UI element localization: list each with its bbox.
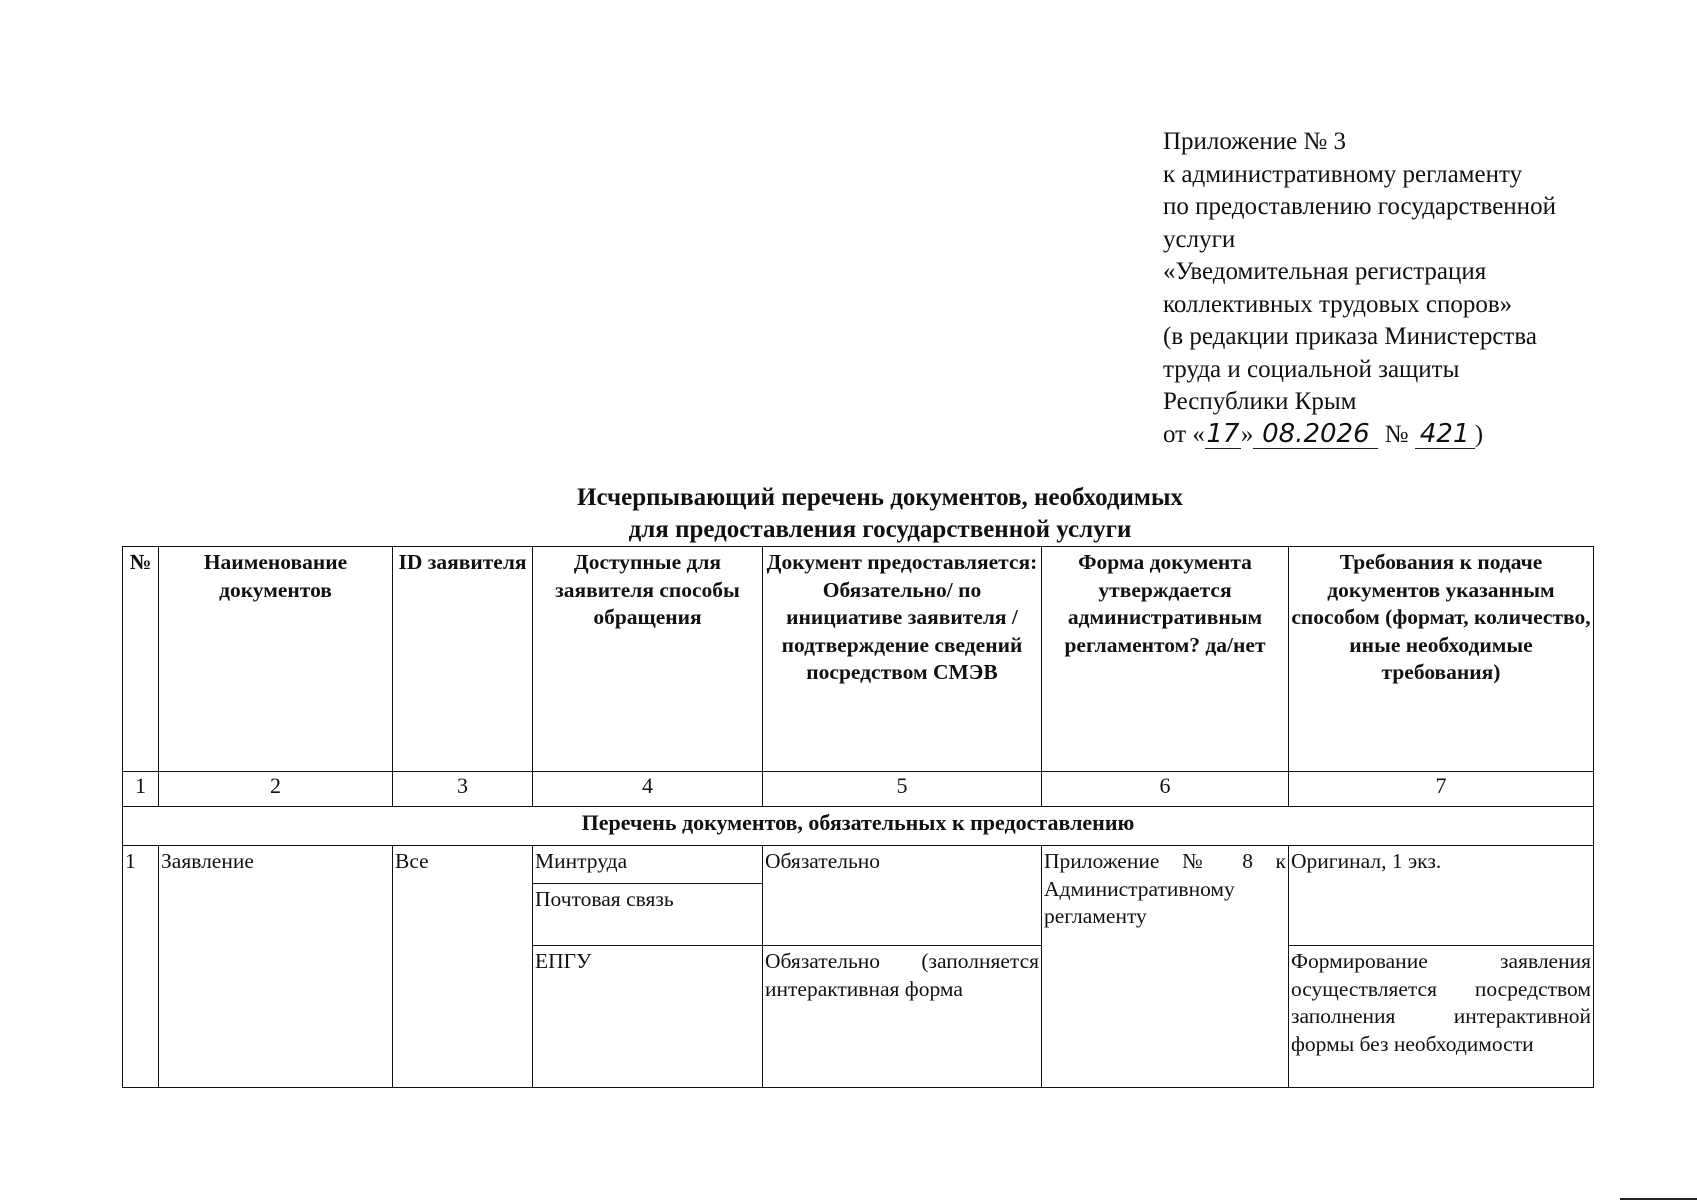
header-cell-form: Форма документа утверждается административным регламентом? да/нет (1042, 547, 1289, 772)
closing-paren: ) (1474, 420, 1484, 448)
header-cell-provided: Документ предоставляется: Обязательно/ по инициативе заявителя /подтверждение сведений посредством СМЭВ (763, 547, 1042, 772)
annex-line: «Уведомительная регистрация (1163, 258, 1487, 285)
handwritten-month-year: 08.2026 (1253, 420, 1378, 449)
annex-line: Приложение № 3 (1163, 128, 1347, 155)
number-sign: № (1384, 420, 1409, 448)
provided-cell: Обязательно (заполняется интерактивная форма (763, 946, 1042, 1088)
table-header-row (123, 547, 1594, 772)
annex-line: (в редакции приказа Министерства (1163, 323, 1537, 350)
handwritten-number: 421 (1415, 420, 1475, 449)
date-prefix: от « (1163, 420, 1205, 448)
header-cell-number: № (123, 547, 159, 772)
form-cell: Приложение № 8 к Административному регламенту (1042, 846, 1289, 1088)
header-cell-applicant-id: ID заявителя (393, 547, 533, 772)
header-cell-requirements: Требования к подаче документов указанным способом (формат, количество, иные необходимые требования) (1289, 547, 1594, 772)
annex-line: труда и социальной защиты (1163, 355, 1460, 383)
method-cell: ЕПГУ (533, 946, 763, 1088)
column-number: 3 (393, 772, 533, 807)
annex-date-line (1163, 419, 1663, 452)
column-number: 2 (159, 772, 393, 807)
annex-line: по предоставлению государственной (1163, 193, 1556, 220)
annex-line: к административному регламенту (1163, 160, 1523, 188)
applicant-id: Все (393, 846, 533, 1088)
provided-cell: Обязательно (763, 846, 1042, 946)
column-number: 4 (533, 772, 763, 807)
header-cell-methods: Доступные для заявителя способы обращения (533, 547, 763, 772)
row-number: 1 (123, 846, 159, 1088)
annex-line: услуги (1163, 225, 1236, 253)
requirements-cell: Оригинал, 1 экз. (1289, 846, 1594, 946)
method-cell: Почтовая связь (533, 884, 763, 946)
table-row (123, 846, 1594, 884)
annex-header (1163, 126, 1663, 451)
column-number: 5 (763, 772, 1042, 807)
date-mid: » (1240, 420, 1254, 448)
column-number: 1 (123, 772, 159, 807)
method-cell: Минтруда (533, 846, 763, 884)
header-cell-name: Наименование документов (159, 547, 393, 772)
documents-table (122, 546, 1594, 1088)
title-line-2: для предоставления государственной услуги (628, 516, 1132, 543)
section-row (123, 807, 1594, 846)
column-number-row (123, 772, 1594, 807)
document-title (420, 482, 1340, 546)
column-number: 7 (1289, 772, 1594, 807)
annex-line: Республики Крым (1163, 388, 1357, 415)
title-line-1: Исчерпывающий перечень документов, необходимых (577, 484, 1183, 511)
handwritten-day: 17 (1206, 418, 1240, 449)
annex-line: коллективных трудовых споров» (1163, 290, 1513, 318)
section-title: Перечень документов, обязательных к предоставлению (123, 807, 1594, 846)
requirements-cell: Формирование заявления осуществляется посредством заполнения интерактивной формы без необходимости (1289, 946, 1594, 1088)
document-name: Заявление (159, 846, 393, 1088)
column-number: 6 (1042, 772, 1289, 807)
